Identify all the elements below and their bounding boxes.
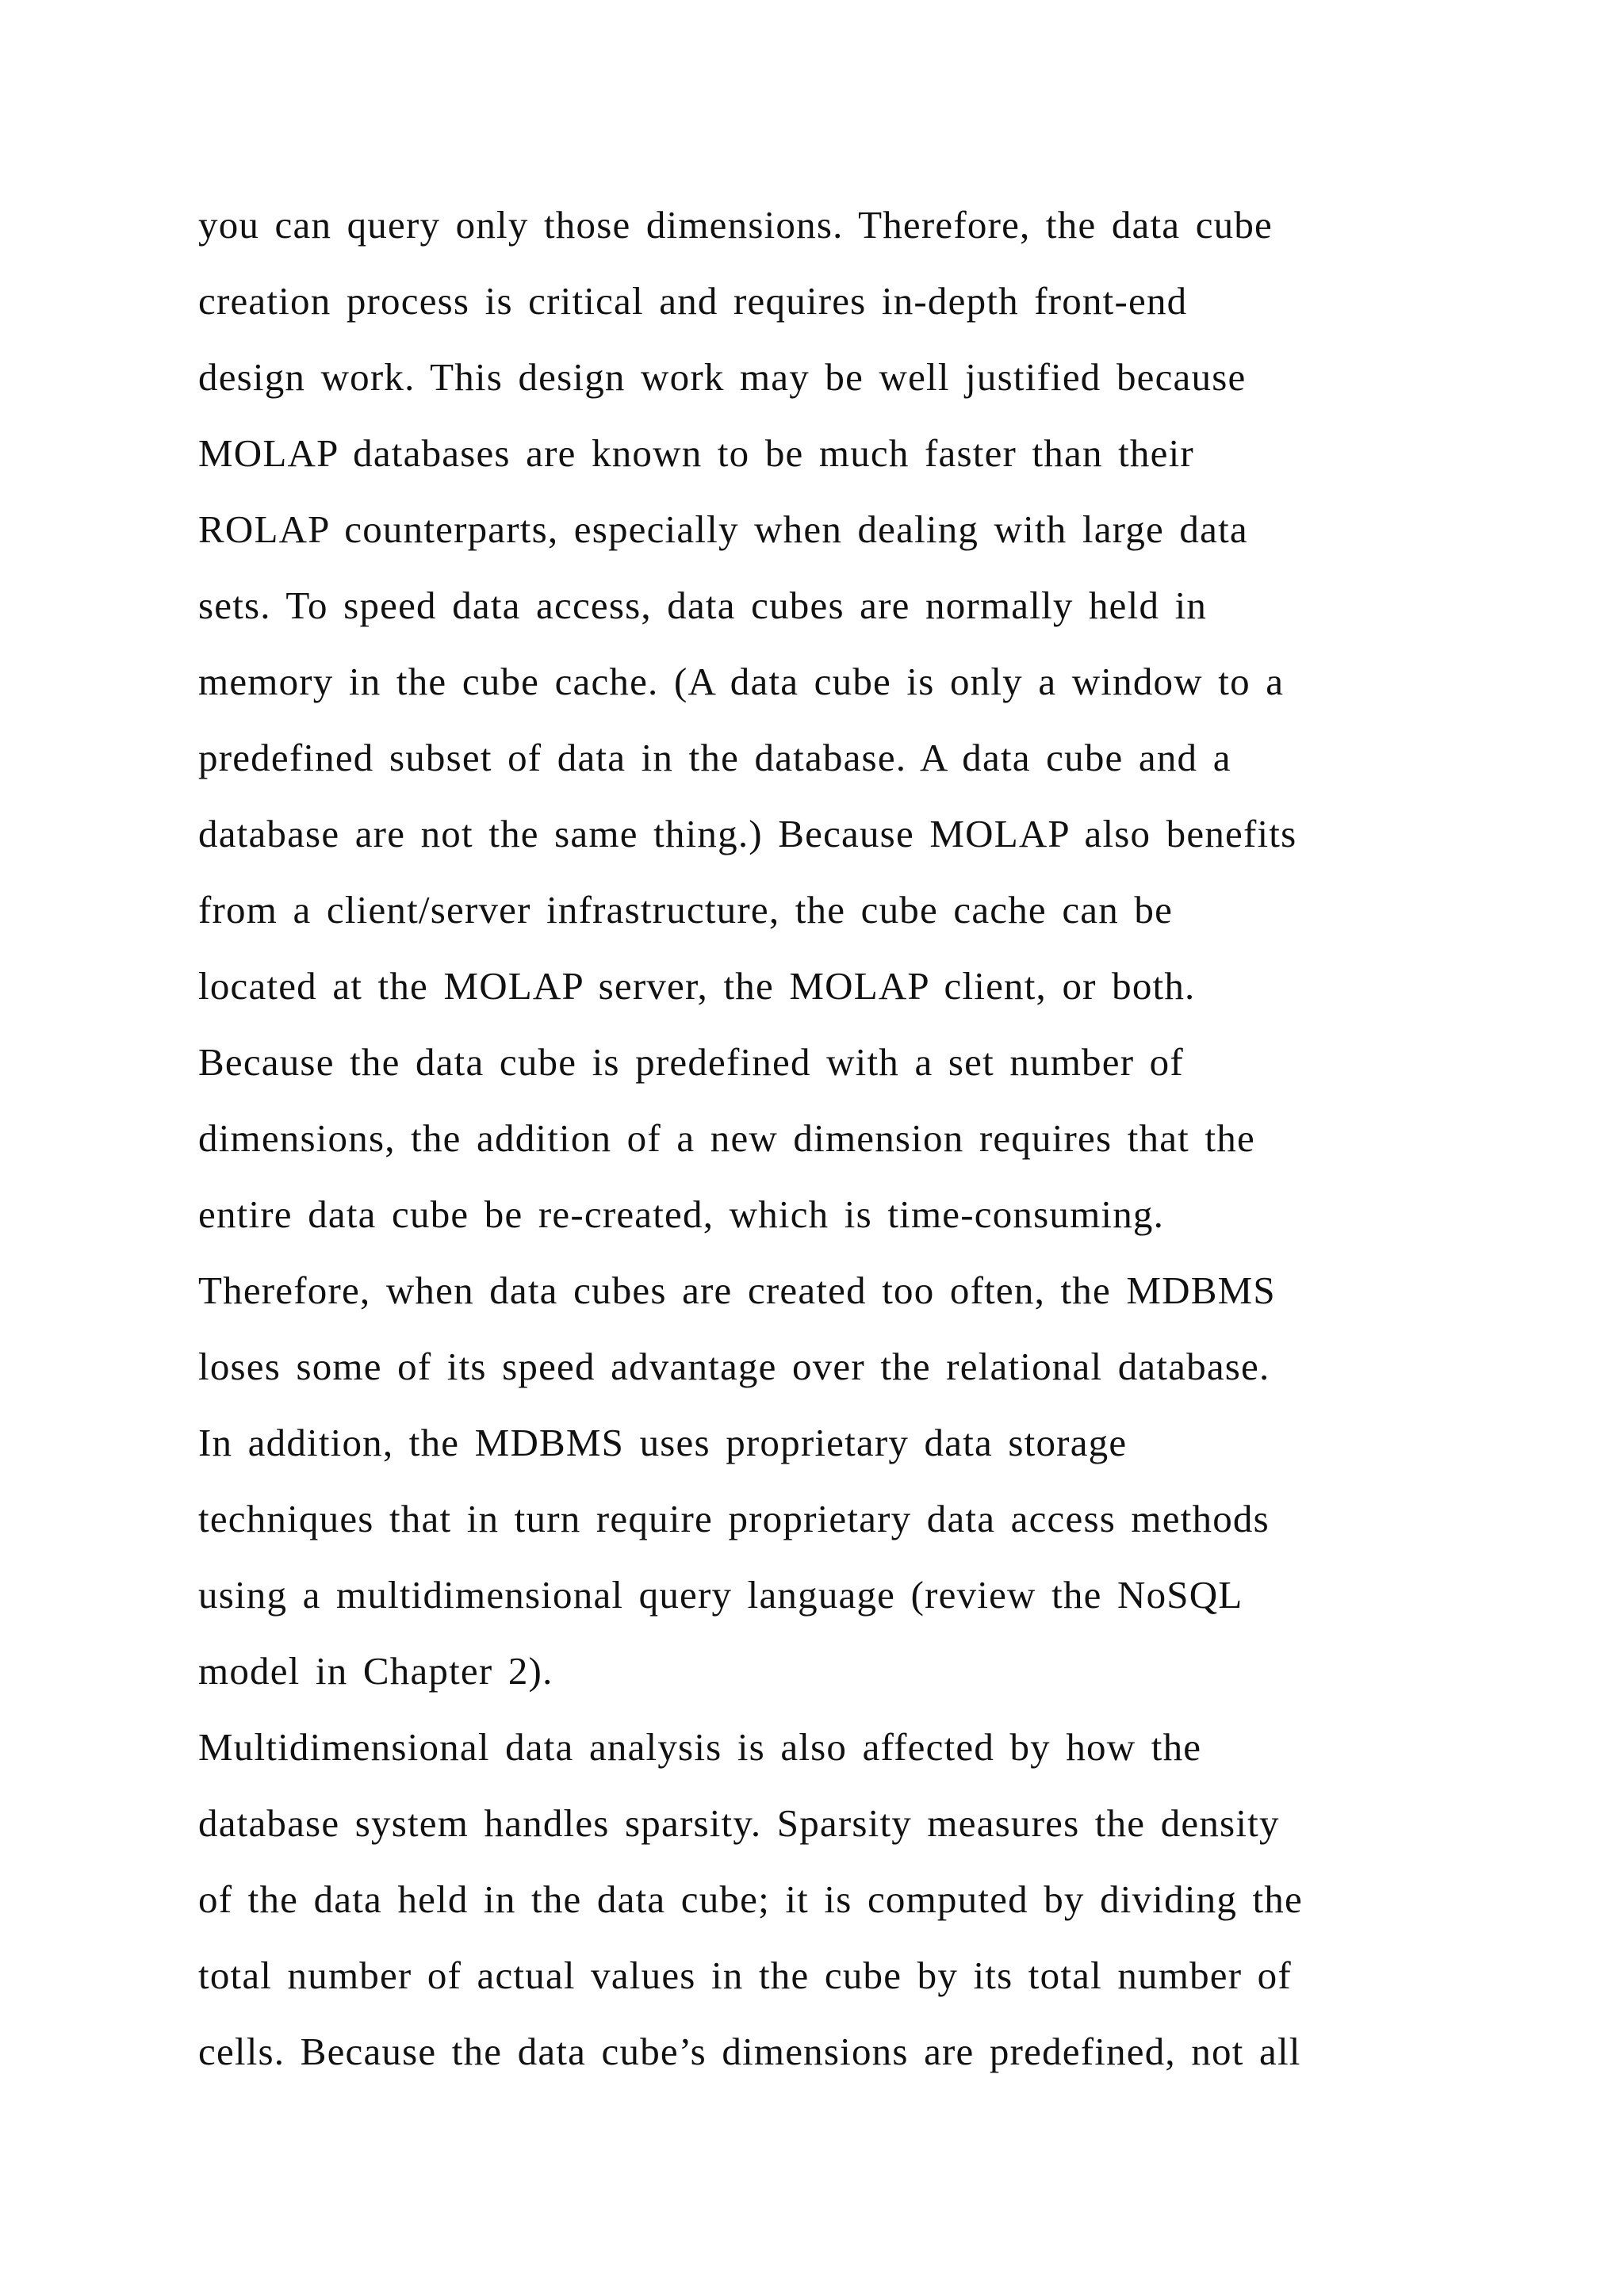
text-line: Multidimensional data analysis is also affected by how the: [198, 1725, 1202, 1769]
body-text: [198, 196, 1530, 2099]
text-line: cells. Because the data cube’s dimensions are predefined, not all: [198, 2030, 1301, 2073]
text-line: sets. To speed data access, data cubes are normally held in: [198, 584, 1208, 627]
text-line: located at the MOLAP server, the MOLAP client, or both.: [198, 964, 1196, 1008]
text-line: entire data cube be re-created, which is time-consuming.: [198, 1192, 1165, 1236]
text-line: you can query only those dimensions. Therefore, the data cube: [198, 203, 1273, 247]
text-line: dimensions, the addition of a new dimension requires that the: [198, 1116, 1255, 1160]
text-line: of the data held in the data cube; it is computed by dividing the: [198, 1877, 1303, 1921]
text-line: memory in the cube cache. (A data cube is only a window to a: [198, 660, 1285, 703]
text-line: In addition, the MDBMS uses proprietary data storage: [198, 1421, 1128, 1464]
text-line: loses some of its speed advantage over the relational database.: [198, 1345, 1270, 1388]
text-line: techniques that in turn require proprietary data access methods: [198, 1497, 1270, 1540]
text-line: model in Chapter 2).: [198, 1649, 553, 1693]
text-line: predefined subset of data in the database. A data cube and a: [198, 736, 1231, 779]
text-line: design work. This design work may be well justified because: [198, 355, 1247, 399]
text-line: from a client/server infrastructure, the cube cache can be: [198, 888, 1174, 932]
text-line: total number of actual values in the cube by its total number of: [198, 1954, 1292, 1997]
text-line: Therefore, when data cubes are created too often, the MDBMS: [198, 1269, 1276, 1312]
text-line: database system handles sparsity. Sparsity measures the density: [198, 1801, 1280, 1845]
text-line: ROLAP counterparts, especially when dealing with large data: [198, 507, 1248, 551]
text-line: MOLAP databases are known to be much faster than their: [198, 431, 1194, 475]
text-line: database are not the same thing.) Because MOLAP also benefits: [198, 812, 1297, 855]
text-line: creation process is critical and requires in-depth front-end: [198, 279, 1188, 323]
text-line: using a multidimensional query language (review the NoSQL: [198, 1573, 1243, 1617]
text-line: Because the data cube is predefined with a set number of: [198, 1040, 1184, 1084]
